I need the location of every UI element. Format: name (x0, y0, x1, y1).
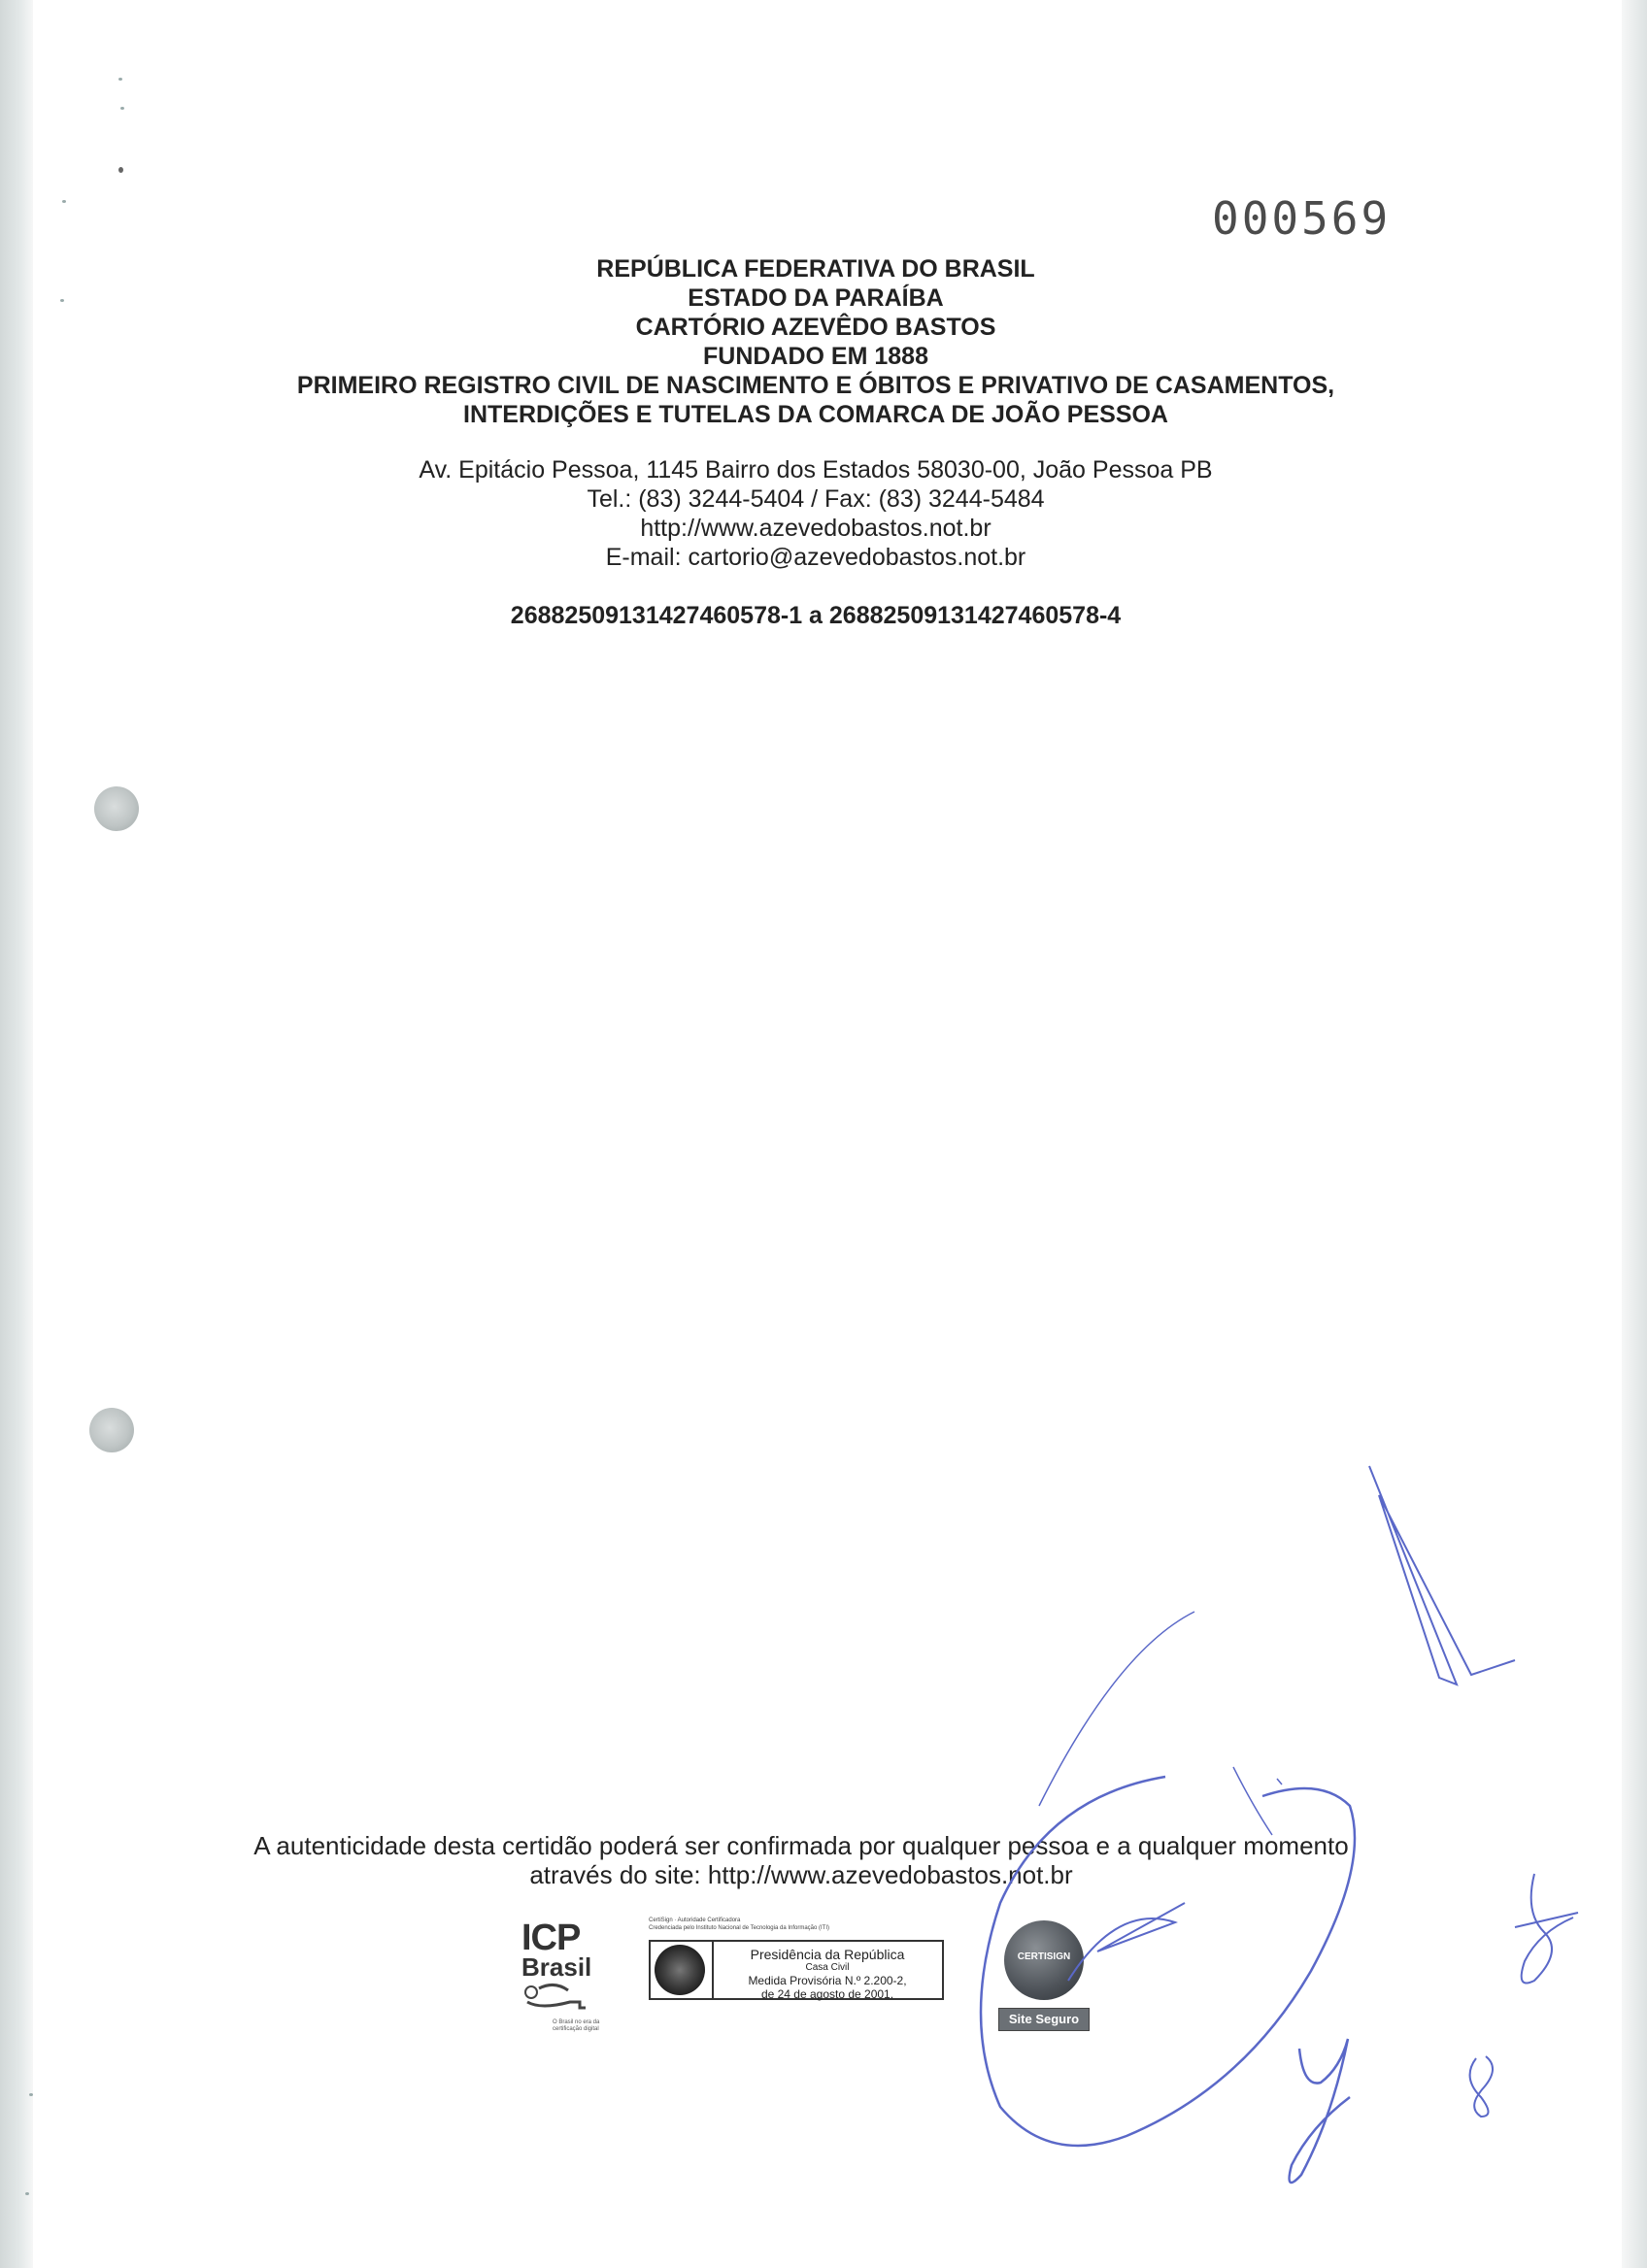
header-line-founded: FUNDADO EM 1888 (703, 343, 928, 370)
scan-speck (118, 78, 122, 81)
scan-speck (60, 299, 64, 302)
authenticity-notice-line2: através do site: http://www.azevedobastos.not.br (529, 1860, 1073, 1889)
punch-hole-top (94, 786, 139, 831)
scan-speck (25, 2192, 29, 2195)
pres-mp-line1: Medida Provisória N.º 2.200-2, (748, 1974, 907, 1987)
address-website: http://www.azevedobastos.not.br (640, 515, 992, 542)
address-email: E-mail: cartorio@azevedobastos.not.br (605, 544, 1026, 571)
certisign-seal (996, 1918, 1090, 2033)
header-line-jurisdiction: INTERDIÇÕES E TUTELAS DA COMARCA DE JOÃO PESSOA (463, 401, 1168, 428)
pres-header-line2: Credenciada pelo Instituto Nacional de Tecnologia da Informação (ITI) (649, 1925, 829, 1931)
registry-header (146, 254, 1486, 429)
scan-speck (62, 200, 66, 203)
scan-speck (118, 167, 123, 173)
contact-block (146, 455, 1486, 572)
authenticity-notice (194, 1831, 1408, 1889)
initial-8-stroke (1470, 2056, 1493, 2117)
scan-speck (29, 2093, 33, 2096)
icp-logo-fine-print: O Brasil no era da certificação digital (553, 2019, 600, 2032)
initial-s-stroke (1515, 1874, 1578, 1984)
initial-y-stroke (1290, 2039, 1350, 2183)
scan-speck (120, 107, 124, 110)
header-line-state: ESTADO DA PARAÍBA (688, 284, 944, 312)
signature-stroke-diagonal (1369, 1466, 1515, 1684)
scan-border-right (1622, 0, 1647, 2268)
pres-content (715, 1947, 940, 2001)
pres-frame (649, 1940, 944, 2000)
icp-brasil-logo (521, 1918, 609, 2032)
coat-of-arms-icon (655, 1945, 705, 1995)
header-line-registry-name: CARTÓRIO AZEVÊDO BASTOS (635, 314, 996, 341)
certificate-reference-range: 26882509131427460578-1 a 26882509131427460578-4 (510, 602, 1122, 629)
signature-stroke-arc (1039, 1612, 1282, 1835)
authenticity-notice-line1: A autenticidade desta certidão poderá ser confirmada por qualquer pessoa e a qualquer momento (253, 1831, 1349, 1860)
presidencia-certification-seal (649, 1917, 942, 2025)
certisign-name: CERTISIGN (1017, 1951, 1071, 1962)
header-line-services: PRIMEIRO REGISTRO CIVIL DE NASCIMENTO E ÓBITOS E PRIVATIVO DE CASAMENTOS, (296, 372, 1335, 399)
scan-border-left (0, 0, 33, 2268)
pres-mp-line2: de 24 de agosto de 2001. (760, 1987, 894, 2001)
key-icon (521, 1981, 609, 2019)
punch-hole-bottom (89, 1408, 134, 1452)
address-phone: Tel.: (83) 3244-5404 / Fax: (83) 3244-5484 (587, 485, 1045, 513)
pres-subtitle: Casa Civil (805, 1962, 850, 1973)
pres-title: Presidência da República (750, 1947, 905, 1962)
header-line-country: REPÚBLICA FEDERATIVA DO BRASIL (596, 255, 1035, 283)
icp-logo-title: ICP (521, 1918, 581, 1958)
pres-header-line1: CertiSign · Autoridade Certificadora (649, 1918, 741, 1923)
icp-logo-subtitle: Brasil (521, 1952, 592, 1982)
document-number-stamp: 000569 (1212, 192, 1392, 245)
pres-divider (712, 1942, 714, 1998)
address-street: Av. Epitácio Pessoa, 1145 Bairro dos Estados 58030-00, João Pessoa PB (419, 456, 1213, 484)
site-seguro-badge: Site Seguro (998, 2008, 1090, 2031)
